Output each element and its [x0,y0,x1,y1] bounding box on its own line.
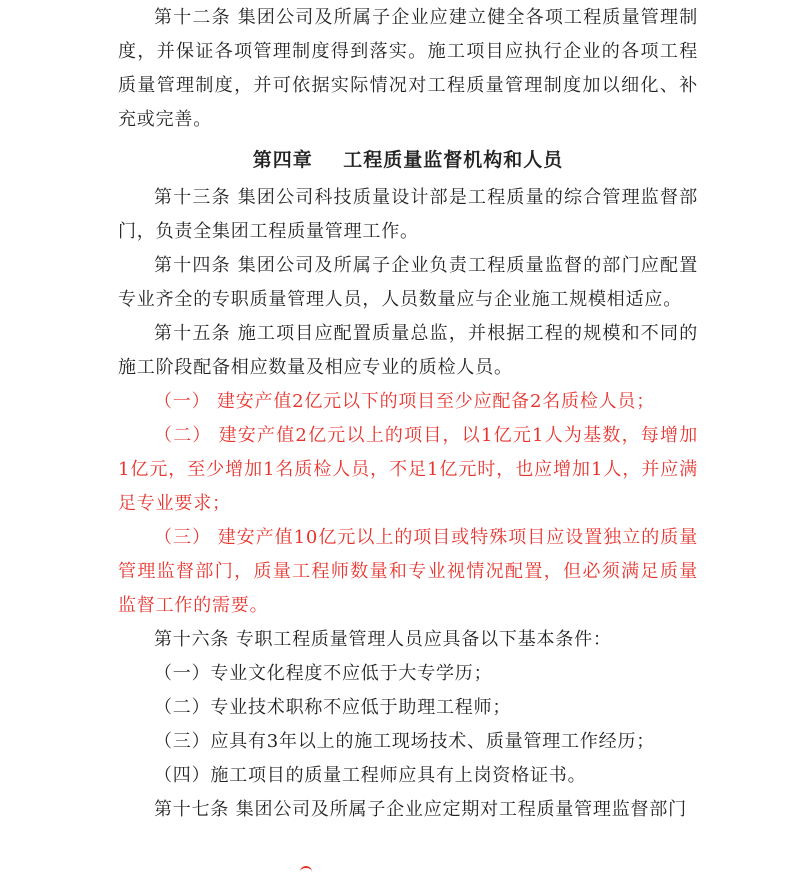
article-15-item-2: （二） 建安产值2亿元以上的项目，以1亿元1人为基数，每增加1亿元，至少增加1名质检人员，不足1亿元时，也应增加1人，并应满足专业要求； [118,425,698,514]
article-17: 第十七条 集团公司及所属子企业应定期对工程质量管理监督部门 [154,799,687,820]
red-mark-fragment [300,866,312,875]
article-15-item-1: （一） 建安产值2亿元以下的项目至少应配备2名质检人员； [154,391,656,412]
article-15-item-3: （三） 建安产值10亿元以上的项目或特殊项目应设置独立的质量管理监督部门，质量工程师数量和专业视情况配置，但必须满足质量监督工作的需要。 [118,527,698,616]
article-14: 第十四条 集团公司及所属子企业负责工程质量监督的部门应配置专业齐全的专职质量管理人员，人员数量应与企业施工规模相适应。 [118,255,698,310]
article-16-item-4: （四）施工项目的质量工程师应具有上岗资格证书。 [154,765,587,786]
chapter-heading: 第四章 工程质量监督机构和人员 [252,149,564,171]
article-16-item-2: （二）专业技术职称不应低于助理工程师； [154,697,512,718]
article-15: 第十五条 施工项目应配置质量总监，并根据工程的规模和不同的施工阶段配备相应数量及相应专业的质检人员。 [118,323,698,378]
article-12: 第十二条 集团公司及所属子企业应建立健全各项工程质量管理制度，并保证各项管理制度得到落实。施工项目应执行企业的各项工程质量管理制度，并可依据实际情况对工程质量管理制度加以细化、补充或完善。 [118,7,698,130]
article-16-item-3: （三）应具有3年以上的施工现场技术、质量管理工作经历； [154,731,656,752]
document-page [118,0,698,827]
article-13: 第十三条 集团公司科技质量设计部是工程质量的综合管理监督部门，负责全集团工程质量管理工作。 [118,187,698,242]
article-16: 第十六条 专职工程质量管理人员应具备以下基本条件： [154,629,612,650]
article-16-item-1: （一）专业文化程度不应低于大专学历； [154,663,493,684]
